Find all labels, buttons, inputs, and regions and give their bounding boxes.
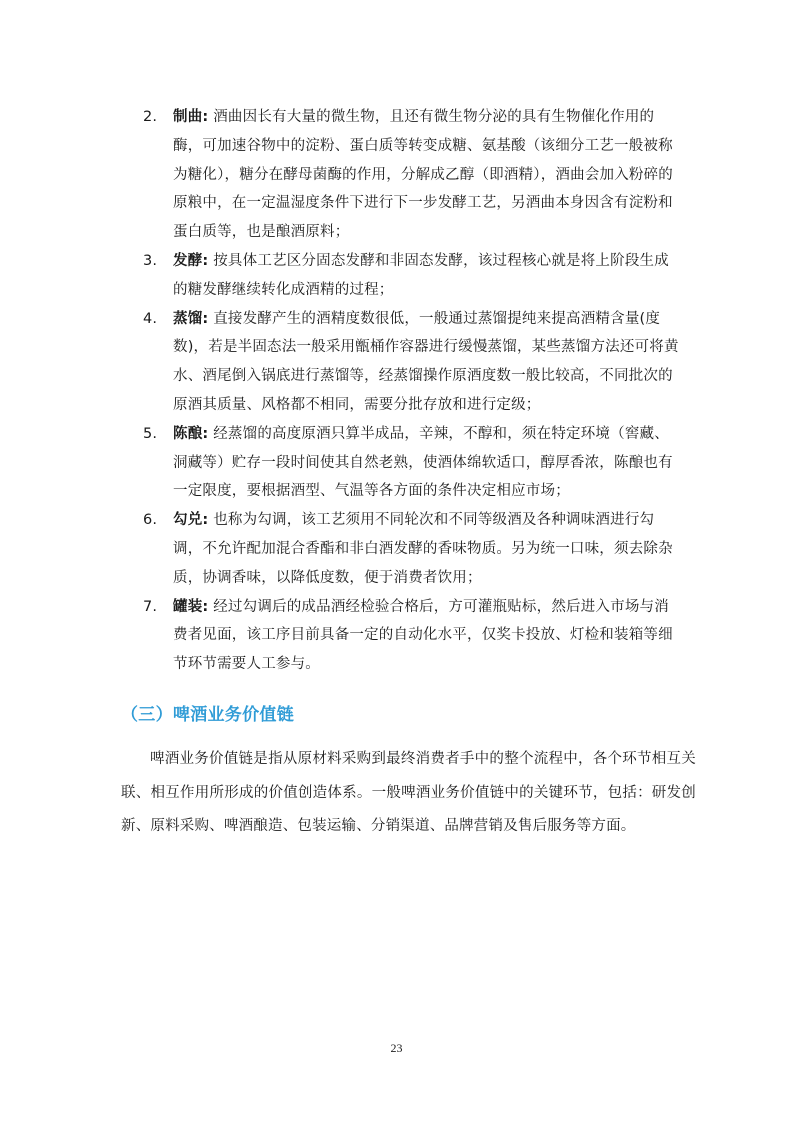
step-number: 4. (143, 310, 158, 327)
list-item (143, 103, 683, 247)
section-paragraph: 啤酒业务价值链是指从原材料采购到最终消费者手中的整个流程中，各个环节相互关联、相互作用所形成的价值创造体系。一般啤酒业务价值链中的关键环节，包括：研发创新、原料采购、啤酒酿造、包装运输、分销渠道、品牌营销及售后服务等方面。 (121, 751, 696, 834)
step-text: 经蒸馏的高度原酒只算半成品，辛辣，不醇和，须在特定环境（窖藏、洞藏等）贮存一段时间使其自然老熟，使酒体绵软适口，醇厚香浓，陈酿也有一定限度，要根据酒型、气温等各方面的条件决定相应市场； (173, 425, 673, 500)
step-term: 发酵: (173, 252, 209, 269)
step-number: 5. (143, 425, 158, 442)
step-term: 勾兑: (173, 512, 209, 529)
step-term: 制曲: (173, 109, 209, 125)
list-item (143, 305, 683, 420)
list-item (143, 506, 683, 592)
list-item (143, 420, 683, 506)
step-text: 经过勾调后的成品酒经检验合格后，方可灌瓶贴标，然后进入市场与消费者见面，该工序目前具备一定的自动化水平，仅奖卡投放、灯检和装箱等细节环节需要人工参与。 (173, 598, 673, 673)
step-number: 3. (143, 252, 158, 269)
page-number: 23 (390, 1041, 403, 1055)
step-term: 罐装: (173, 598, 209, 615)
step-number: 7. (143, 598, 158, 615)
list-item (143, 593, 683, 679)
step-text: 也称为勾调，该工艺须用不同轮次和不同等级酒及各种调味酒进行勾调，不允许配加混合香酯和非白酒发酵的香味物质。另为统一口味，须去除杂质，协调香味，以降低度数，便于消费者饮用； (173, 512, 673, 586)
step-term: 陈酿: (173, 425, 209, 442)
step-term: 蒸馏: (173, 310, 209, 327)
process-steps-list (143, 103, 683, 679)
list-item (143, 247, 683, 305)
step-text: 酒曲因长有大量的微生物，且还有微生物分泌的具有生物催化作用的酶，可加速谷物中的淀粉、蛋白质等转变成糖、氨基酸（该细分工艺一般被称为糖化），糖分在酵母菌酶的作用，分解成乙醇（即酒精），酒曲会加入粉碎的原粮中，在一定温湿度条件下进行下一步发酵工艺，另酒曲本身因含有淀粉和蛋白质等，也是酿酒原料； (173, 109, 673, 241)
step-number: 2. (143, 109, 158, 125)
step-number: 6. (143, 512, 158, 529)
step-text: 直接发酵产生的酒精度数很低，一般通过蒸馏提纯来提高酒精含量(度数)，若是半固态法一般采用甑桶作容器进行缓慢蒸馏，某些蒸馏方法还可将黄水、酒尾倒入锅底进行蒸馏等，经蒸馏操作原酒度数一般比较高，不同批次的原酒其质量、风格都不相同，需要分批存放和进行定级； (173, 310, 679, 413)
step-text: 按具体工艺区分固态发酵和非固态发酵，该过程核心就是将上阶段生成的糖发酵继续转化成酒精的过程； (173, 252, 669, 298)
section-heading: （三）啤酒业务价值链 (121, 705, 294, 725)
